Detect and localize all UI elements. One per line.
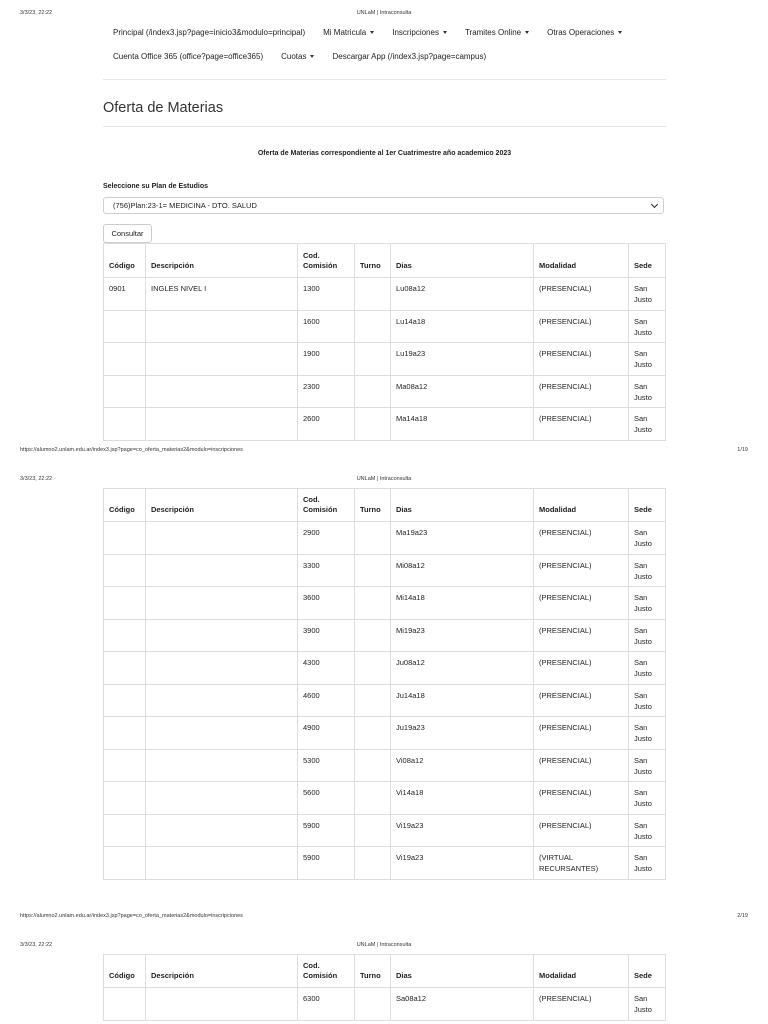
cell-turno [355, 278, 391, 311]
cell-codigo [104, 988, 146, 1021]
nav-item-label: Descargar App (/index3.jsp?page=campus) [332, 52, 487, 61]
cell-codigo [104, 587, 146, 620]
column-header: Sede [629, 489, 666, 522]
caret-down-icon [370, 31, 374, 34]
main-nav [113, 28, 673, 37]
column-header: Turno [355, 489, 391, 522]
cell-dias: Ju14a18 [391, 684, 534, 717]
cell-comision: 1600 [298, 310, 355, 343]
cell-codigo [104, 782, 146, 815]
cell-turno [355, 988, 391, 1021]
print-url: https://alumno2.unlam.edu.ar/index3.jsp?page=co_oferta_materias2&modulo=inscripciones [20, 913, 243, 919]
cell-sede: San Justo [629, 522, 666, 555]
cell-sede: San Justo [629, 847, 666, 880]
nav-item-label: Inscripciones [392, 28, 439, 37]
column-header: Modalidad [534, 244, 629, 278]
cell-codigo [104, 408, 146, 441]
cell-modalidad: (PRESENCIAL) [534, 554, 629, 587]
cell-modalidad: (PRESENCIAL) [534, 375, 629, 408]
cell-sede: San Justo [629, 343, 666, 376]
column-header: Descripción [146, 244, 298, 278]
nav-row-1 [113, 28, 673, 37]
cell-codigo [104, 847, 146, 880]
cell-codigo [104, 522, 146, 555]
print-datetime: 3/3/23, 22:22 [20, 10, 53, 16]
table-row [104, 619, 666, 652]
divider [103, 126, 666, 127]
cell-sede: San Justo [629, 782, 666, 815]
column-header: Turno [355, 955, 391, 988]
cell-dias: Ma08a12 [391, 375, 534, 408]
cell-dias: Mi19a23 [391, 619, 534, 652]
cell-modalidad: (PRESENCIAL) [534, 717, 629, 750]
table-row [104, 847, 666, 880]
cell-modalidad: (PRESENCIAL) [534, 278, 629, 311]
print-datetime: 3/3/23, 22:22 [20, 476, 53, 482]
caret-down-icon [310, 55, 314, 58]
cell-comision: 4600 [298, 684, 355, 717]
column-header: Sede [629, 955, 666, 988]
cell-turno [355, 782, 391, 815]
cell-turno [355, 587, 391, 620]
cell-comision: 5900 [298, 814, 355, 847]
offer-table [103, 954, 666, 1021]
cell-turno [355, 408, 391, 441]
table-header-row [104, 244, 666, 278]
cell-modalidad: (PRESENCIAL) [534, 343, 629, 376]
cell-dias: Vi19a23 [391, 847, 534, 880]
cell-descripcion [146, 522, 298, 555]
cell-comision: 6300 [298, 988, 355, 1021]
table-row [104, 782, 666, 815]
cell-turno [355, 684, 391, 717]
print-site-title: UNLaM | Intraconsulta [356, 476, 412, 482]
cell-turno [355, 749, 391, 782]
cell-descripcion [146, 684, 298, 717]
print-page-number: 2/19 [737, 913, 748, 919]
print-url: https://alumno2.unlam.edu.ar/index3.jsp?page=co_oferta_materias2&modulo=inscripciones [20, 447, 243, 453]
cell-dias: Ma14a18 [391, 408, 534, 441]
cell-descripcion [146, 375, 298, 408]
cell-turno [355, 375, 391, 408]
cell-comision: 5600 [298, 782, 355, 815]
cell-comision: 5300 [298, 749, 355, 782]
column-header: Código [104, 489, 146, 522]
cell-modalidad: (PRESENCIAL) [534, 652, 629, 685]
cell-descripcion [146, 652, 298, 685]
cell-dias: Vi19a23 [391, 814, 534, 847]
column-header: Dias [391, 244, 534, 278]
cell-modalidad: (PRESENCIAL) [534, 988, 629, 1021]
cell-comision: 3300 [298, 554, 355, 587]
nav-item[interactable] [332, 52, 486, 61]
cell-turno [355, 554, 391, 587]
cell-comision: 2900 [298, 522, 355, 555]
cell-turno [355, 717, 391, 750]
table-row [104, 749, 666, 782]
nav-item[interactable] [281, 52, 314, 61]
page-title: Oferta de Materias [103, 100, 224, 116]
cell-descripcion [146, 619, 298, 652]
print-page-number: 1/19 [737, 447, 748, 453]
cell-dias: Lu19a23 [391, 343, 534, 376]
cell-descripcion [146, 814, 298, 847]
cell-sede: San Justo [629, 749, 666, 782]
nav-item[interactable] [465, 28, 529, 37]
cell-turno [355, 619, 391, 652]
plan-select[interactable] [103, 197, 664, 214]
offer-table [103, 488, 666, 880]
cell-codigo [104, 749, 146, 782]
table-row [104, 814, 666, 847]
nav-item-label: Cuotas [281, 52, 307, 61]
table-row [104, 684, 666, 717]
cell-sede: San Justo [629, 988, 666, 1021]
cell-dias: Ma19a23 [391, 522, 534, 555]
table-row [104, 988, 666, 1021]
consult-button[interactable]: Consultar [103, 224, 152, 243]
nav-item[interactable] [113, 52, 263, 61]
cell-turno [355, 847, 391, 880]
nav-item-label: Principal (/index3.jsp?page=inicio3&modulo=principal) [113, 28, 306, 37]
cell-descripcion [146, 847, 298, 880]
nav-item-label: Cuenta Office 365 (office?page=office365) [113, 52, 264, 61]
cell-codigo [104, 652, 146, 685]
cell-dias: Vi14a18 [391, 782, 534, 815]
table-row [104, 587, 666, 620]
cell-descripcion: INGLES NIVEL I [146, 278, 298, 311]
cell-codigo: 0901 [104, 278, 146, 311]
cell-dias: Sa08a12 [391, 988, 534, 1021]
cell-modalidad: (PRESENCIAL) [534, 587, 629, 620]
cell-sede: San Justo [629, 652, 666, 685]
column-header: Modalidad [534, 955, 629, 988]
nav-item-label: Otras Operaciones [547, 28, 615, 37]
column-header: Modalidad [534, 489, 629, 522]
cell-descripcion [146, 408, 298, 441]
table-row [104, 522, 666, 555]
cell-comision: 4900 [298, 717, 355, 750]
cell-descripcion [146, 310, 298, 343]
nav-item-label: Tramites Online [464, 28, 522, 37]
table-row [104, 343, 666, 376]
column-header: Descripción [146, 489, 298, 522]
caret-down-icon [618, 31, 622, 34]
cell-modalidad: (PRESENCIAL) [534, 408, 629, 441]
cell-turno [355, 652, 391, 685]
cell-dias: Mi14a18 [391, 587, 534, 620]
table-row [104, 310, 666, 343]
caret-down-icon [525, 31, 529, 34]
cell-dias: Ju19a23 [391, 717, 534, 750]
cell-modalidad: (PRESENCIAL) [534, 310, 629, 343]
main-nav-2 [113, 52, 673, 61]
cell-dias: Mi08a12 [391, 554, 534, 587]
cell-dias: Lu14a18 [391, 310, 534, 343]
nav-item[interactable] [547, 28, 622, 37]
table-row [104, 278, 666, 311]
cell-sede: San Justo [629, 814, 666, 847]
nav-row-2 [113, 52, 673, 61]
nav-item[interactable] [113, 28, 305, 37]
chevron-down-icon [651, 201, 658, 208]
cell-descripcion [146, 988, 298, 1021]
cell-comision: 3900 [298, 619, 355, 652]
plan-select-value: (756)Plan:23-1= MEDICINA - DTO. SALUD [113, 201, 257, 210]
cell-comision: 2600 [298, 408, 355, 441]
cell-modalidad: (PRESENCIAL) [534, 814, 629, 847]
table-row [104, 375, 666, 408]
caret-down-icon [443, 31, 447, 34]
column-header: Código [104, 244, 146, 278]
cell-codigo [104, 310, 146, 343]
cell-dias: Vi08a12 [391, 749, 534, 782]
cell-descripcion [146, 782, 298, 815]
cell-turno [355, 310, 391, 343]
cell-comision: 1300 [298, 278, 355, 311]
cell-sede: San Justo [629, 278, 666, 311]
nav-item-label: Mi Matricula [323, 28, 367, 37]
cell-sede: San Justo [629, 554, 666, 587]
cell-sede: San Justo [629, 587, 666, 620]
cell-descripcion [146, 587, 298, 620]
cell-descripcion [146, 749, 298, 782]
column-header: Sede [629, 244, 666, 278]
cell-codigo [104, 375, 146, 408]
cell-codigo [104, 619, 146, 652]
divider [103, 79, 666, 80]
offer-table [103, 243, 666, 441]
table-row [104, 408, 666, 441]
column-header: Dias [391, 955, 534, 988]
print-site-title: UNLaM | Intraconsulta [356, 10, 412, 16]
table-header-row [104, 955, 666, 988]
cell-comision: 2300 [298, 375, 355, 408]
cell-descripcion [146, 343, 298, 376]
column-header: Descripción [146, 955, 298, 988]
table-row [104, 652, 666, 685]
cell-comision: 5900 [298, 847, 355, 880]
cell-sede: San Justo [629, 375, 666, 408]
column-header: Cod. Comisión [298, 955, 355, 988]
cell-modalidad: (PRESENCIAL) [534, 522, 629, 555]
print-site-title: UNLaM | Intraconsulta [356, 942, 412, 948]
print-datetime: 3/3/23, 22:22 [20, 942, 53, 948]
cell-turno [355, 814, 391, 847]
cell-modalidad: (PRESENCIAL) [534, 619, 629, 652]
cell-turno [355, 343, 391, 376]
cell-codigo [104, 343, 146, 376]
table-row [104, 717, 666, 750]
table-header-row [104, 489, 666, 522]
cell-sede: San Justo [629, 619, 666, 652]
cell-dias: Lu08a12 [391, 278, 534, 311]
nav-item[interactable] [323, 28, 374, 37]
table-row [104, 554, 666, 587]
cell-comision: 3600 [298, 587, 355, 620]
cell-turno [355, 522, 391, 555]
column-header: Código [104, 955, 146, 988]
cell-sede: San Justo [629, 717, 666, 750]
column-header: Cod. Comisión [298, 489, 355, 522]
cell-descripcion [146, 717, 298, 750]
cell-codigo [104, 554, 146, 587]
column-header: Turno [355, 244, 391, 278]
column-header: Cod. Comisión [298, 244, 355, 278]
column-header: Dias [391, 489, 534, 522]
plan-label: Seleccione su Plan de Estudios [103, 183, 209, 190]
nav-item[interactable] [392, 28, 447, 37]
cell-sede: San Justo [629, 684, 666, 717]
cell-descripcion [146, 554, 298, 587]
cell-modalidad: (PRESENCIAL) [534, 684, 629, 717]
cell-modalidad: (PRESENCIAL) [534, 749, 629, 782]
cell-modalidad: (PRESENCIAL) [534, 782, 629, 815]
cell-sede: San Justo [629, 310, 666, 343]
cell-sede: San Justo [629, 408, 666, 441]
cell-codigo [104, 684, 146, 717]
cell-comision: 4300 [298, 652, 355, 685]
cell-comision: 1900 [298, 343, 355, 376]
cell-codigo [104, 814, 146, 847]
offer-subtitle: Oferta de Materias correspondiente al 1er Cuatrimestre año academico 2023 [257, 150, 512, 157]
cell-dias: Ju08a12 [391, 652, 534, 685]
cell-modalidad: (VIRTUAL RECURSANTES) [534, 847, 629, 880]
cell-codigo [104, 717, 146, 750]
